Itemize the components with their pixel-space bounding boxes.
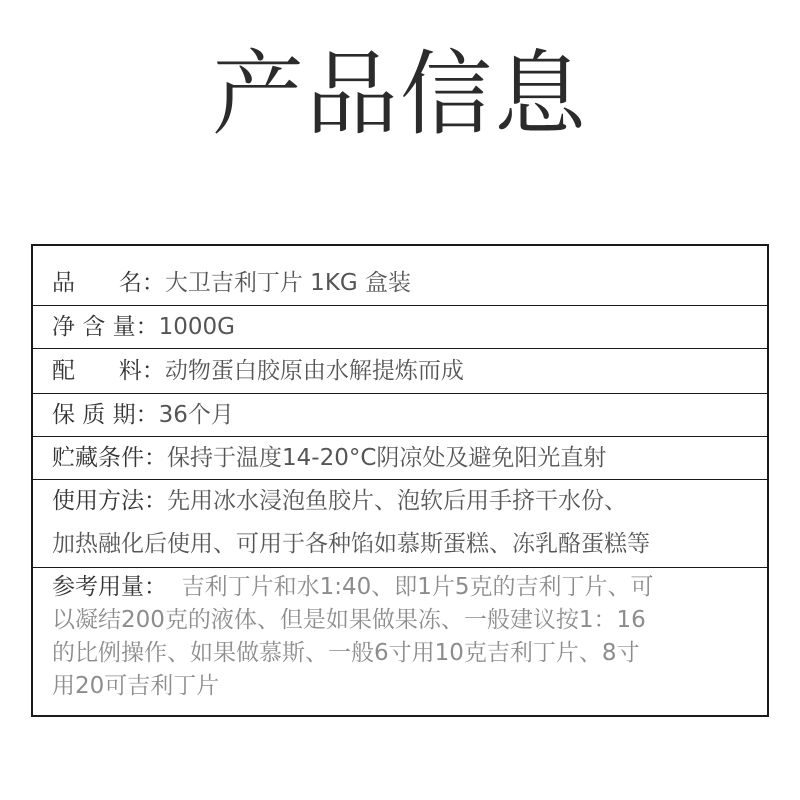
usage-line-1: [52, 480, 767, 523]
table-row-usage: [33, 480, 767, 568]
net-weight-label: 净 含 量：: [52, 314, 159, 340]
page-title: 产品信息: [211, 41, 588, 148]
product-info-table: [31, 244, 769, 717]
usage-label: 使用方法：: [52, 488, 167, 514]
usage-text-2: 加热融化后使用、可用于各种馅如慕斯蛋糕、冻乳酪蛋糕等: [52, 531, 650, 557]
dosage-text-3: 的比例操作、如果做慕斯、一般6寸用10克吉利丁片、8寸: [52, 640, 640, 666]
table-row-storage: [33, 437, 767, 480]
shelf-life-value: 36个月: [158, 402, 234, 428]
dosage-line-1: [52, 571, 767, 604]
ingredients-value: 动物蛋白胶原由水解提炼而成: [164, 358, 464, 384]
table-row-name: [33, 246, 767, 306]
table-row-net-weight: [33, 306, 767, 349]
storage-label: 贮藏条件：: [52, 445, 167, 471]
usage-text-1: 先用冰水浸泡鱼胶片、泡软后用手挤干水份、: [167, 488, 627, 514]
table-row-dosage: [33, 568, 767, 717]
name-label: 品 名：: [52, 270, 165, 296]
table-row-shelf-life: [33, 394, 767, 437]
name-value: 大卫吉利丁片 1KG 盒装: [164, 270, 412, 296]
table-row-ingredients: [33, 349, 767, 394]
net-weight-value: 1000G: [158, 314, 235, 340]
dosage-text-4: 用20可吉利丁片: [52, 673, 220, 699]
dosage-label: 参考用量：: [52, 574, 167, 600]
shelf-life-label: 保 质 期：: [52, 402, 159, 428]
dosage-text-2: 以凝结200克的液体、但是如果做果冻、一般建议按1：16: [52, 607, 646, 633]
storage-value: 保持于温度14-20°C阴凉处及避免阳光直射: [167, 445, 607, 471]
dosage-text-1: 吉利丁片和水1:40、即1片5克的吉利丁片、可: [167, 574, 654, 600]
ingredients-label: 配 料：: [52, 358, 165, 384]
